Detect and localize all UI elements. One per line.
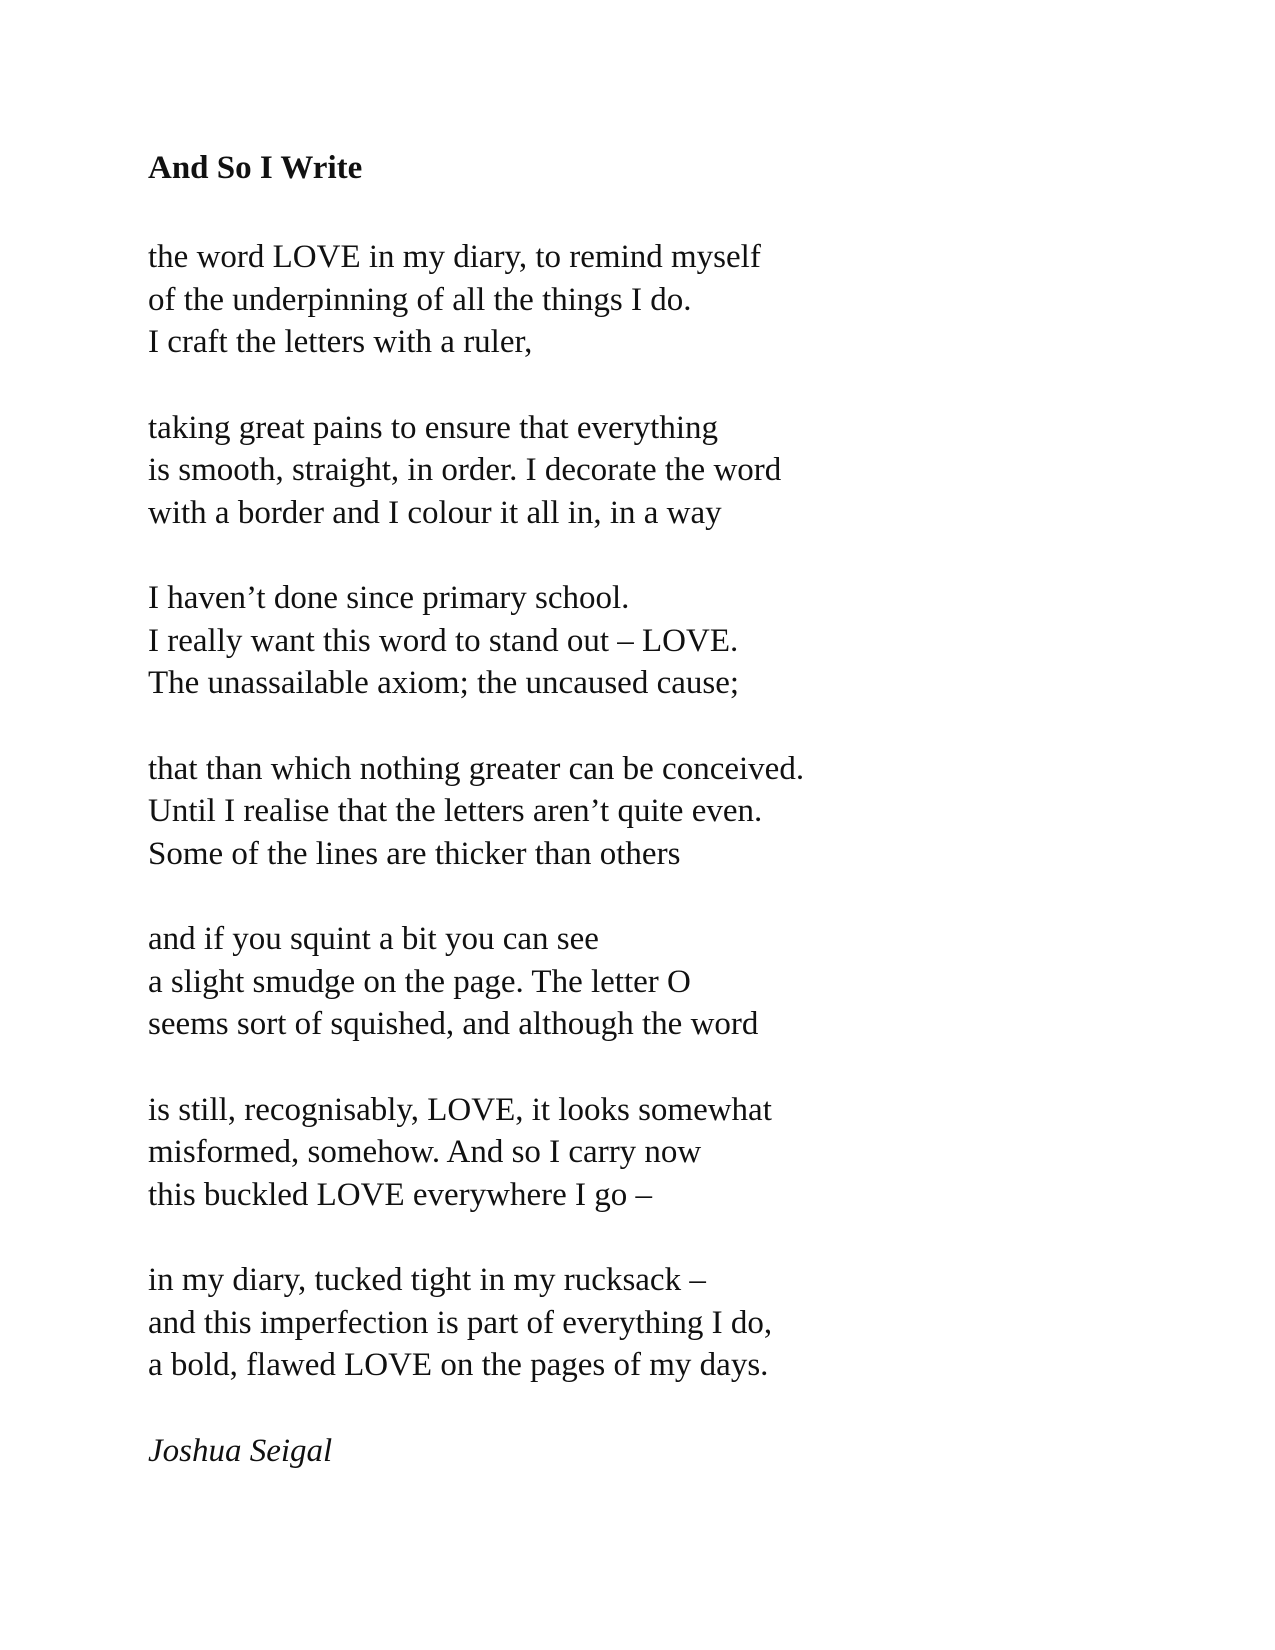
stanza-3 (148, 577, 1148, 705)
poem-line: seems sort of squished, and although the word (148, 1006, 759, 1042)
stanza-4 (148, 748, 1148, 876)
poem-line: is still, recognisably, LOVE, it looks somewhat (148, 1091, 772, 1128)
stanza-6 (148, 1089, 1148, 1217)
poem-body (148, 236, 1148, 1387)
stanza-2 (148, 407, 1148, 535)
poem-line: is smooth, straight, in order. I decorate the word (148, 452, 782, 488)
poem-line: of the underpinning of all the things I do. (148, 281, 692, 318)
poem-line: The unassailable axiom; the uncaused cause; (148, 665, 740, 701)
stanza-7 (148, 1259, 1148, 1387)
stanza-5 (148, 918, 1148, 1046)
poem-line: and this imperfection is part of everything I do, (148, 1304, 773, 1341)
poem-line: with a border and I colour it all in, in a way (148, 494, 722, 531)
poem-line: taking great pains to ensure that everything (148, 409, 718, 446)
poem (148, 148, 1148, 1472)
poem-title: And So I Write (148, 150, 363, 186)
poem-line: I haven’t done since primary school. (148, 580, 630, 616)
poem-line: Some of the lines are thicker than others (148, 835, 681, 872)
poem-line: a bold, flawed LOVE on the pages of my days. (148, 1347, 769, 1383)
poem-line: a slight smudge on the page. The letter O (148, 963, 691, 1000)
poem-line: and if you squint a bit you can see (148, 921, 599, 957)
poem-line: I craft the letters with a ruler, (148, 324, 533, 360)
poem-line: the word LOVE in my diary, to remind myself (148, 239, 761, 275)
stanza-1 (148, 236, 1148, 364)
poem-author: Joshua Seigal (148, 1432, 333, 1469)
poem-line: in my diary, tucked tight in my rucksack – (148, 1262, 706, 1298)
poem-line: this buckled LOVE everywhere I go – (148, 1176, 653, 1213)
poem-line: I really want this word to stand out – LOVE. (148, 622, 739, 659)
poem-line: Until I realise that the letters aren’t quite even. (148, 793, 763, 829)
poem-line: that than which nothing greater can be conceived. (148, 750, 805, 787)
poem-line: misformed, somehow. And so I carry now (148, 1134, 702, 1170)
